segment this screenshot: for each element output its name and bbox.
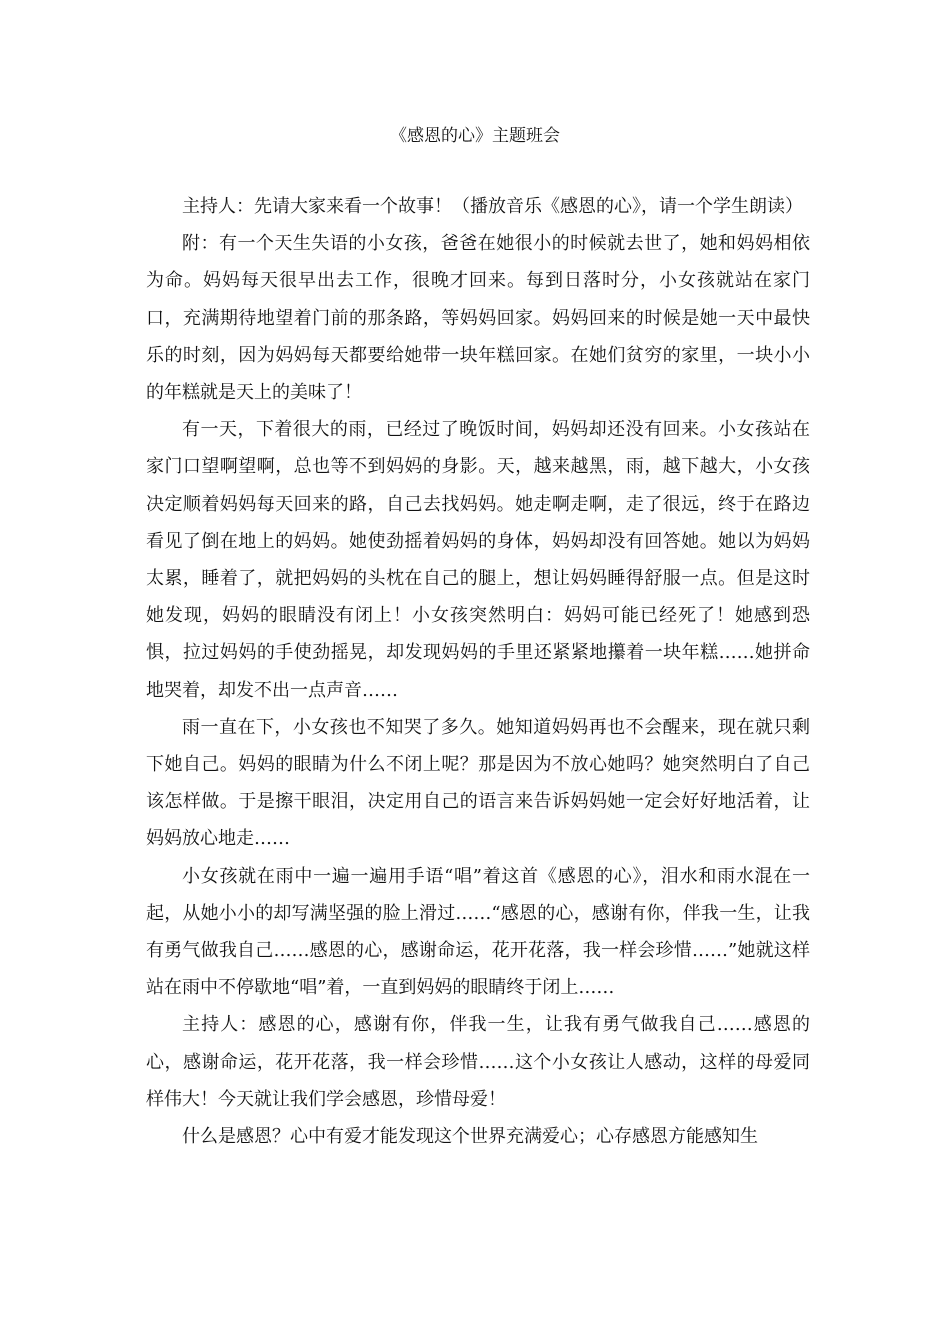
paragraph-what-is-gratitude: 什么是感恩？心中有爱才能发现这个世界充满爱心；心存感恩方能感知生: [182, 1126, 758, 1148]
paragraph-story-intro: 附：有一个天生失语的小女孩，爸爸在她很小的时候就去世了，她和妈妈相依为命。妈妈每天很早出去工作，很晚才回来。每到日落时分，小女孩就站在家门口，充满期待地望着门前的那条路，等妈妈回家。妈妈回来的时候是她一天中最快乐的时刻，因为妈妈每天都要给她带一块年糕回家。在她们贫穷的家里，一块小小的年糕就是天上的美味了！: [146, 233, 810, 404]
document-title: 《感恩的心》主题班会: [390, 126, 560, 146]
paragraph-host-intro: 主持人：先请大家来看一个故事！（播放音乐《感恩的心》，请一个学生朗读）: [182, 196, 803, 217]
document-body: [146, 188, 810, 1155]
paragraph-rainy-day: 有一天，下着很大的雨，已经过了晚饭时间，妈妈却还没有回来。小女孩站在家门口望啊望啊，总也等不到妈妈的身影。天，越来越黑，雨，越下越大，小女孩决定顺着妈妈每天回来的路，自己去找妈妈。她走啊走啊，走了很远，终于在路边看见了倒在地上的妈妈。她使劲摇着妈妈的身体，妈妈却没有回答她。她以为妈妈太累，睡着了，就把妈妈的头枕在自己的腿上，想让妈妈睡得舒服一点。但是这时她发现，妈妈的眼睛没有闭上！小女孩突然明白：妈妈可能已经死了！她感到恐惧，拉过妈妈的手使劲摇晃，却发现妈妈的手里还紧紧地攥着一块年糕……她拼命地哭着，却发不出一点声音……: [146, 419, 810, 701]
paragraph-host-reflection: 主持人：感恩的心，感谢有你，伴我一生，让我有勇气做我自己……感恩的心，感谢命运，花开花落，我一样会珍惜……这个小女孩让人感动，这样的母爱同样伟大！今天就让我们学会感恩，珍惜母爱！: [146, 1014, 810, 1110]
paragraph-sign-song: 小女孩就在雨中一遍一遍用手语“唱”着这首《感恩的心》，泪水和雨水混在一起，从她小小的却写满坚强的脸上滑过……“感恩的心，感谢有你，伴我一生，让我有勇气做我自己……感恩的心，感谢命运，花开花落，我一样会珍惜……”她就这样站在雨中不停歇地“唱”着，一直到妈妈的眼睛终于闭上……: [146, 865, 810, 999]
paragraph-alone: 雨一直在下，小女孩也不知哭了多久。她知道妈妈再也不会醒来，现在就只剩下她自己。妈妈的眼睛为什么不闭上呢？那是因为不放心她吗？她突然明白了自己该怎样做。于是擦干眼泪，决定用自己的语言来告诉妈妈她一定会好好地活着，让妈妈放心地走……: [146, 716, 810, 850]
